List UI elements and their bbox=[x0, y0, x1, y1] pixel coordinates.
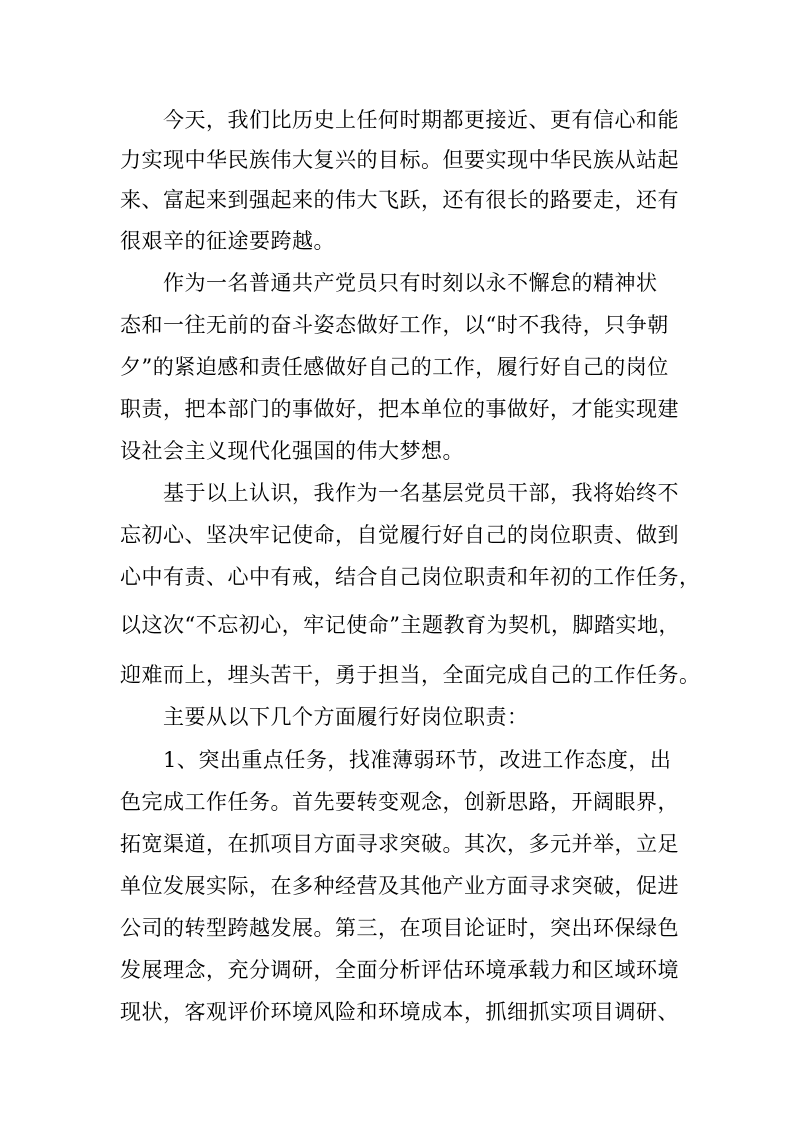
paragraph-2-line-1: 作为一名普通共产党员只有时刻以永不懈怠的精神状 bbox=[163, 271, 658, 295]
paragraph-5-line-2: 色完成工作任务。首先要转变观念，创新思路，开阔眼界， bbox=[120, 790, 679, 814]
paragraph-5-line-3: 拓宽渠道，在抓项目方面寻求突破。其次，多元并举，立足 bbox=[120, 832, 679, 856]
paragraph-5-line-4: 单位发展实际，在多种经营及其他产业方面寻求突破，促进 bbox=[120, 874, 679, 898]
paragraph-2-line-5: 设社会主义现代化强国的伟大梦想。 bbox=[120, 439, 464, 463]
paragraph-5-line-6: 发展理念，充分调研，全面分析评估环境承载力和区域环境 bbox=[120, 958, 679, 982]
paragraph-1-line-3: 来、富起来到强起来的伟大飞跃，还有很长的路要走，还有 bbox=[120, 188, 679, 212]
paragraph-3-line-3: 心中有责、心中有戒，结合自己岗位职责和年初的工作任务， bbox=[120, 565, 701, 589]
paragraph-4-line-1: 主要从以下几个方面履行好岗位职责： bbox=[163, 705, 529, 729]
paragraph-3-line-2: 忘初心、坚决牢记使命，自觉履行好自己的岗位职责、做到 bbox=[120, 523, 679, 547]
paragraph-3-line-1: 基于以上认识，我作为一名基层党员干部，我将始终不 bbox=[163, 481, 679, 505]
paragraph-3-line-4: 以这次“不忘初心，牢记使命”主题教育为契机，脚踏实地， bbox=[120, 613, 680, 637]
paragraph-3-line-5: 迎难而上，埋头苦干，勇于担当，全面完成自己的工作任务。 bbox=[120, 663, 701, 687]
paragraph-2-line-4: 职责，把本部门的事做好，把本单位的事做好，才能实现建 bbox=[120, 397, 679, 421]
paragraph-2-line-2: 态和一往无前的奋斗姿态做好工作，以“时不我待，只争朝 bbox=[120, 313, 669, 337]
paragraph-5-line-5: 公司的转型跨越发展。第三，在项目论证时，突出环保绿色 bbox=[120, 916, 679, 940]
paragraph-5-line-1: 1、突出重点任务，找准薄弱环节，改进工作态度，出 bbox=[163, 748, 672, 772]
paragraph-5-line-7: 现状，客观评价环境风险和环境成本，抓细抓实项目调研、 bbox=[120, 1000, 679, 1024]
paragraph-1-line-2: 力实现中华民族伟大复兴的目标。但要实现中华民族从站起 bbox=[120, 148, 679, 172]
paragraph-1-line-4: 很艰辛的征途要跨越。 bbox=[120, 229, 335, 253]
paragraph-1-line-1: 今天，我们比历史上任何时期都更接近、更有信心和能 bbox=[163, 108, 679, 132]
paragraph-2-line-3: 夕”的紧迫感和责任感做好自己的工作，履行好自己的岗位 bbox=[120, 355, 669, 379]
